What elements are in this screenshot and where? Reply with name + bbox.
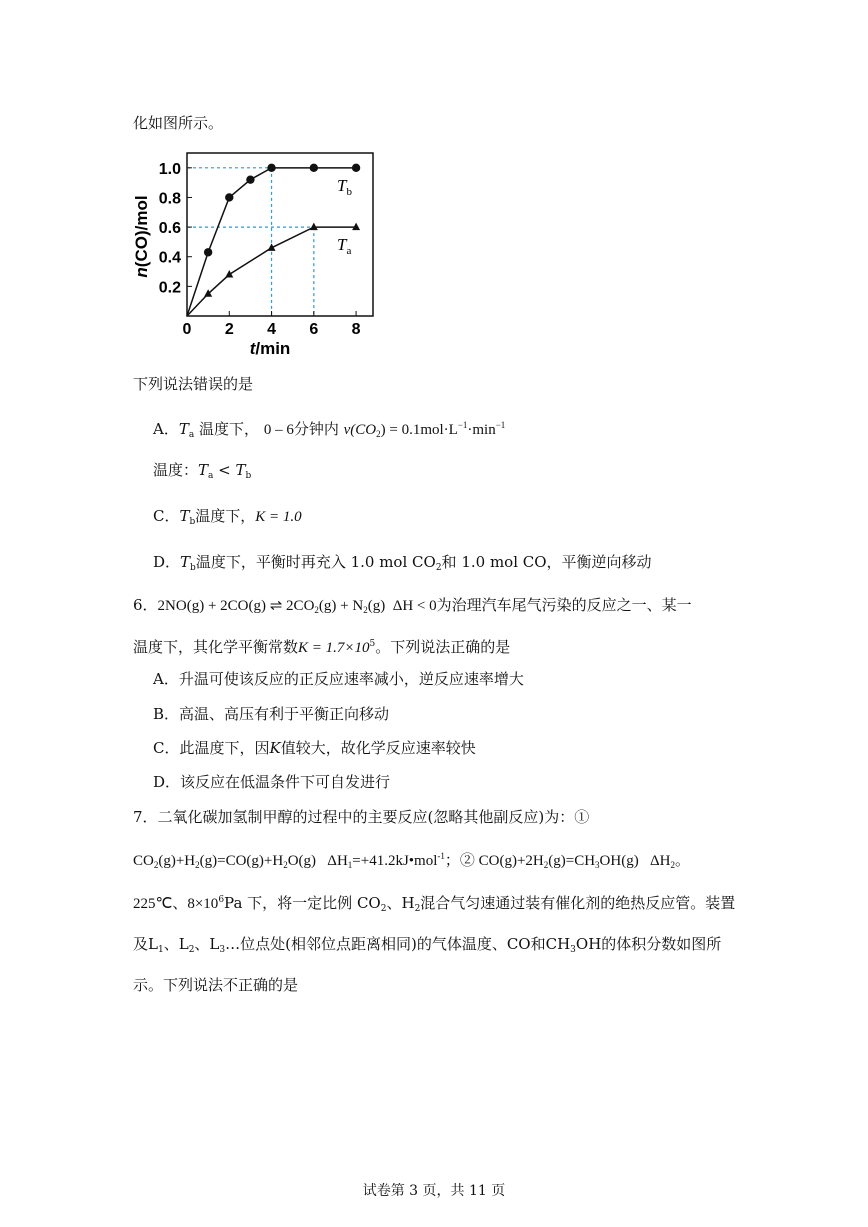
q5-option-c[interactable]: C．$T_b$温度下，K = 1.0 — [153, 507, 302, 527]
x-tick-label-2: 4 — [267, 321, 276, 338]
point-b-5 — [310, 164, 318, 172]
q7-line5: 示。下列说法不正确的是 — [133, 976, 299, 994]
q6-option-d[interactable]: D．该反应在低温条件下可自发进行 — [153, 773, 391, 791]
q5-option-b[interactable]: 温度：$T_a < T_b$ — [153, 461, 252, 481]
intro-text: 化如图所示。 — [133, 114, 224, 132]
point-b-3 — [246, 175, 254, 183]
q6-line1: 6．2NO(g) + 2CO(g) ⇌ $2CO_2(g) + N_2(g) \Delta H < 0$为治理汽车尾气污染的反应之一、某一 — [133, 596, 692, 615]
q6-option-b[interactable]: B．高温、高压有利于平衡正向移动 — [153, 705, 390, 723]
page-footer: 试卷第 3 页，共 11 页 — [362, 1183, 506, 1199]
x-tick-label-4: 8 — [351, 321, 361, 338]
q5-option-a[interactable]: A．$T_a$ 温度下， 0 – 6分钟内 $v(CO_2) = 0.1mol\cdot L^{-1}\cdot\min^{-1}$ — [153, 420, 506, 440]
q7-line4: 及$L_1$、$L_2$、$L_3\dots$位点处(相邻位点距离相同)的气体温度、CO和$CH_3OH$的体积分数如图所 — [133, 935, 722, 955]
x-axis-label: t/min — [249, 339, 291, 358]
q5-stem: 下列说法错误的是 — [133, 375, 254, 393]
q5-option-d[interactable]: D．$T_b$温度下，平衡时再充入 1.0 mol $CO_2$和 1.0 mol CO，平衡逆向移动 — [153, 553, 652, 573]
y-tick-label-1: 0.4 — [158, 249, 181, 267]
point-b-1 — [204, 248, 212, 256]
y-tick-label-3: 0.8 — [158, 190, 181, 208]
y-tick-label-2: 0.6 — [158, 220, 181, 238]
x-tick-label-1: 2 — [224, 321, 234, 338]
q7-reactions: $CO_2(g)+H_2(g)=CO(g)+H_2O(g)$ $\Delta H_1=+41.2kJ•mol^{-1}$；② $CO(g)+2H_2(g)=CH_3OH(g)$ $\Delta H_2$。 — [133, 851, 690, 870]
q6-option-a[interactable]: A．升温可使该反应的正反应速率减小，逆反应速率增大 — [153, 670, 524, 688]
point-b-6 — [352, 164, 360, 172]
point-b-4 — [267, 164, 275, 172]
q6-option-c[interactable]: C．此温度下，因K值较大，故化学反应速率较快 — [153, 739, 476, 757]
y-axis-label: n(CO)/mol — [132, 195, 151, 278]
y-tick-label-4: 1.0 — [158, 160, 181, 178]
x-tick-label-0: 0 — [182, 321, 192, 338]
point-a-2 — [225, 270, 233, 278]
q7-line1: 7．二氧化碳加氢制甲醇的过程中的主要反应(忽略其他副反应)为：① — [133, 808, 590, 826]
q7-line3: 225℃、$8\times 10^6Pa$ 下，将一定比例 $CO_2$、$H_2$混合气匀速通过装有催化剂的绝热反应管。装置 — [133, 894, 736, 914]
series-label-b: $T_b$ — [337, 175, 352, 198]
series-label-a: $T_a$ — [337, 235, 352, 258]
x-tick-label-3: 6 — [309, 321, 319, 338]
co-time-chart — [125, 145, 385, 360]
point-b-2 — [225, 193, 233, 201]
y-tick-label-0: 0.2 — [158, 279, 181, 297]
q6-line2: 温度下，其化学平衡常数$K = 1.7\times 10^5$。下列说法正确的是 — [133, 638, 511, 656]
